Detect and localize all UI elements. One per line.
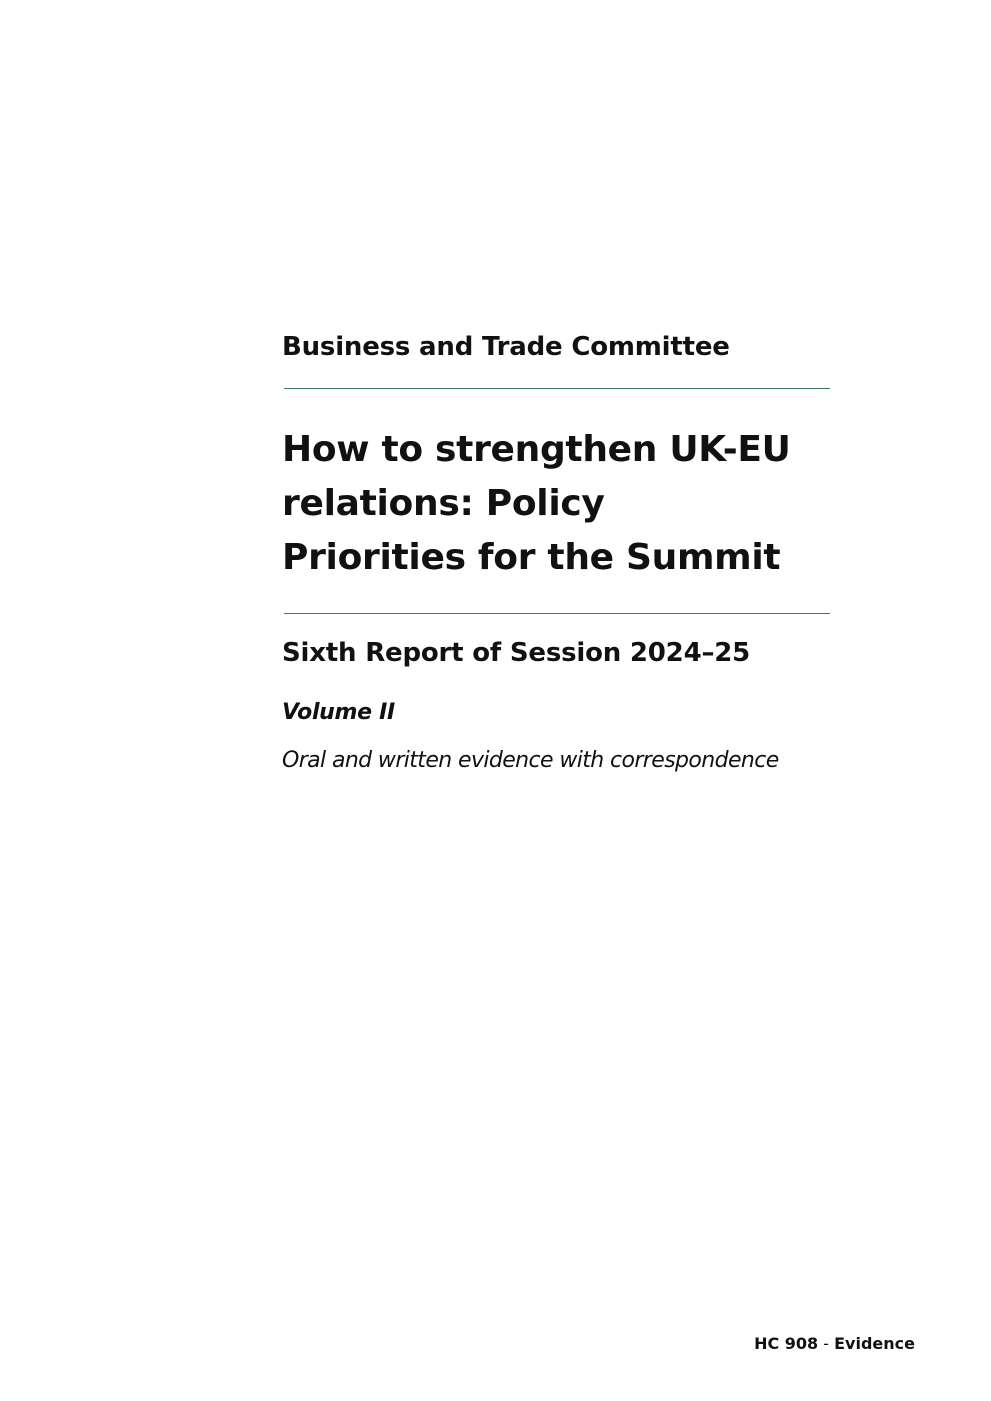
divider-middle — [284, 613, 830, 614]
footer-label: Evidence — [834, 1334, 915, 1353]
volume-label: Volume II — [282, 700, 395, 725]
committee-name: Business and Trade Committee — [282, 332, 730, 362]
volume-subtitle: Oral and written evidence with correspondence — [282, 748, 779, 773]
footer-separator: - — [818, 1334, 835, 1353]
session-label: Sixth Report of Session 2024–25 — [282, 638, 751, 668]
divider-top — [284, 388, 830, 389]
cover-content — [282, 330, 830, 776]
hc-number: HC 908 — [754, 1334, 819, 1353]
report-title: How to strengthen UK-EU relations: Policy Priorities for the Summit — [282, 429, 791, 578]
page-footer — [754, 1333, 915, 1355]
